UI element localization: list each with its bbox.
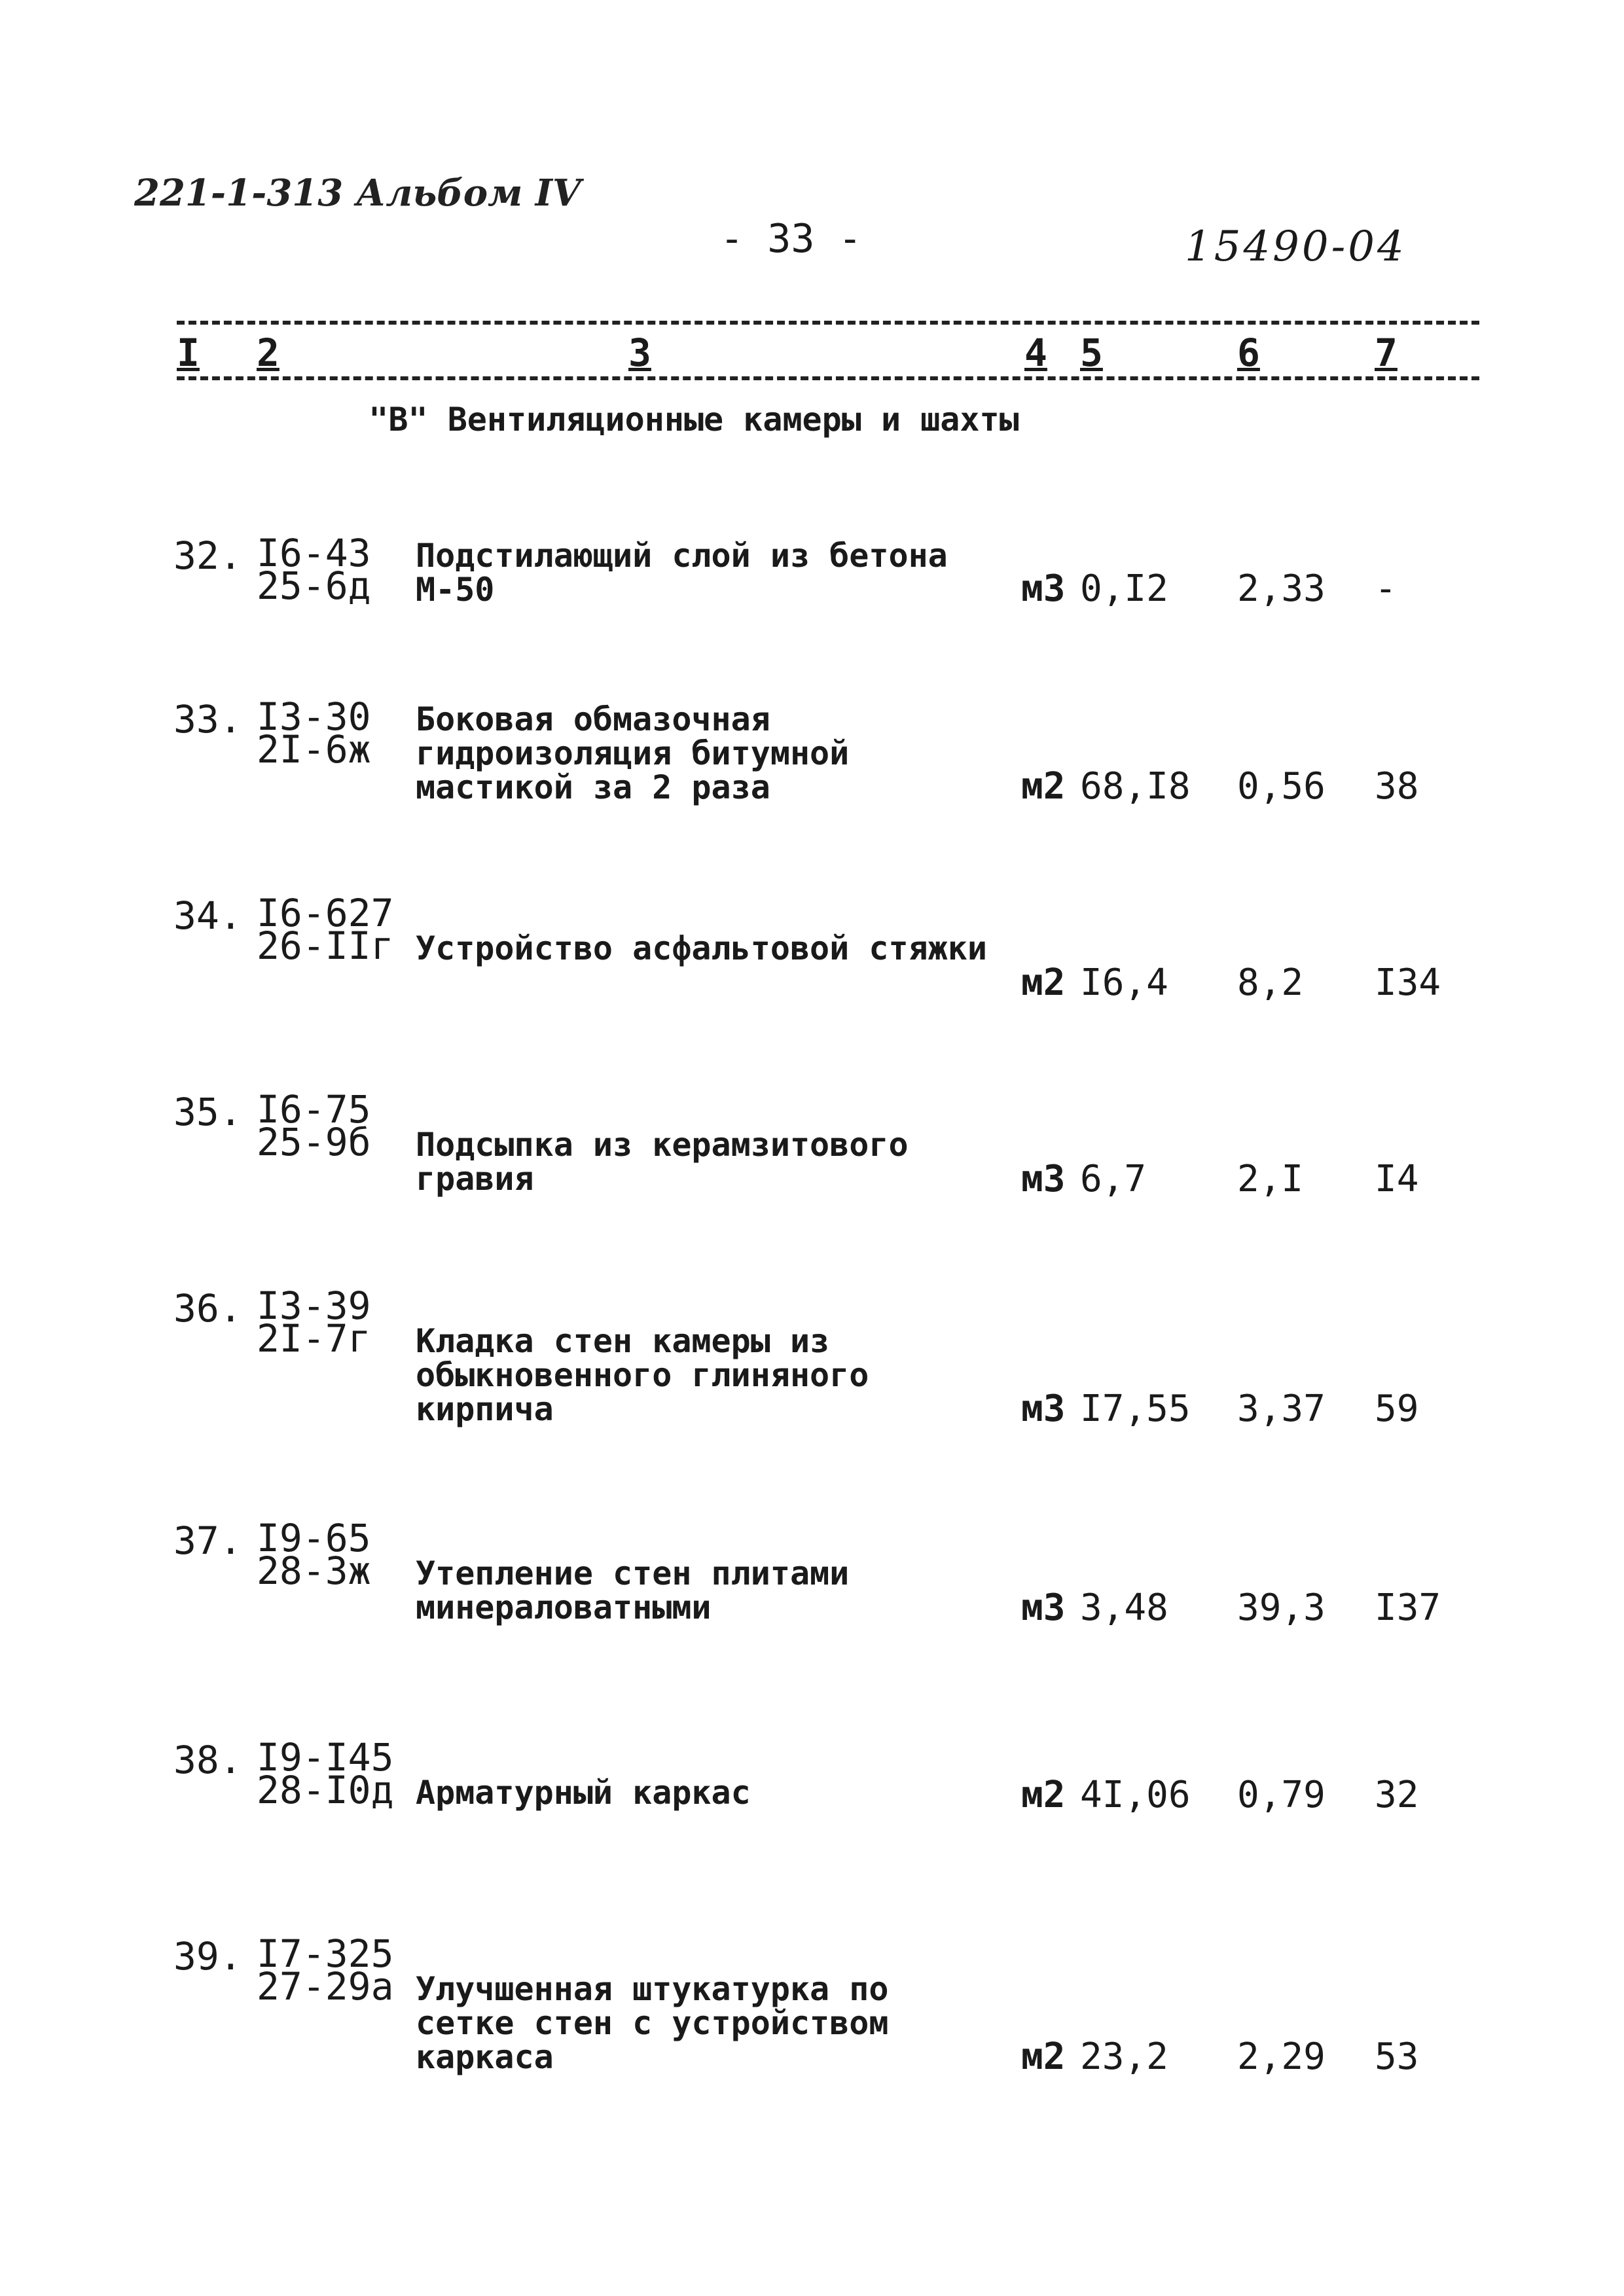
row-code-1: I6-43 [257,531,371,575]
row-code-2: 2I-6ж [257,727,371,772]
row-price: 2,33 [1237,567,1326,610]
row-index: 35. [173,1090,242,1134]
row-quantity: 68,I8 [1080,765,1191,808]
row-quantity: 0,I2 [1080,567,1168,610]
table-rule-bottom [177,376,1479,380]
row-unit: м3 [1021,1158,1066,1200]
section-title: "В" Вентиляционные камеры и шахты [369,401,1019,439]
row-description: Кладка стен камеры из обыкновенного глиняного кирпича [416,1322,869,1428]
row-price: 2,29 [1237,2036,1326,2078]
column-header-6: 6 [1237,331,1260,375]
row-index: 32. [173,533,242,578]
row-unit: м3 [1021,1587,1066,1629]
row-description: Устройство асфальтовой стяжки [416,929,987,967]
row-index: 38. [173,1738,242,1782]
row-total: 32 [1375,1774,1419,1816]
row-index: 37. [173,1518,242,1563]
row-total: I4 [1375,1158,1419,1200]
row-code-2: 2I-7г [257,1316,371,1361]
row-quantity: 3,48 [1080,1587,1168,1629]
column-header-1: I [177,331,200,375]
row-description: Утепление стен плитами минераловатными [416,1554,850,1626]
row-quantity: 6,7 [1080,1158,1147,1200]
row-price: 39,3 [1237,1587,1326,1629]
row-price: 2,I [1237,1158,1304,1200]
row-total: - [1375,567,1397,610]
row-unit: м3 [1021,567,1066,610]
row-unit: м3 [1021,1388,1066,1430]
row-code-1: I6-75 [257,1087,371,1132]
row-quantity: I7,55 [1080,1388,1191,1430]
row-description: Подсыпка из керамзитового гравия [416,1126,909,1198]
row-description: Подстилающий слой из бетона М-50 [416,537,948,609]
row-index: 36. [173,1286,242,1331]
row-index: 34. [173,893,242,938]
document-number: 15490-04 [1185,223,1407,271]
column-header-7: 7 [1375,331,1398,375]
page-number: - 33 - [720,216,862,262]
row-total: I37 [1375,1587,1441,1629]
row-code-1: I6-627 [257,891,394,935]
row-index: 33. [173,697,242,742]
row-code-1: I9-I45 [257,1735,394,1780]
row-unit: м2 [1021,765,1066,808]
row-price: 3,37 [1237,1388,1326,1430]
row-code-2: 26-IIг [257,924,394,968]
row-quantity: 4I,06 [1080,1774,1191,1816]
row-quantity: I6,4 [1080,961,1168,1004]
row-description: Боковая обмазочная гидроизоляция битумной мастикой за 2 раза [416,700,850,806]
row-quantity: 23,2 [1080,2036,1168,2078]
column-header-4: 4 [1024,331,1047,375]
row-description: Арматурный каркас [416,1774,751,1812]
row-code-1: I3-30 [257,694,371,739]
row-code-2: 25-6д [257,564,371,608]
row-code-1: I9-65 [257,1516,371,1560]
row-code-2: 27-29а [257,1964,394,2009]
row-total: I34 [1375,961,1441,1004]
row-total: 38 [1375,765,1419,808]
row-code-1: I3-39 [257,1283,371,1328]
row-price: 8,2 [1237,961,1304,1004]
table-rule-top [177,321,1479,325]
row-price: 0,56 [1237,765,1326,808]
row-code-2: 28-I0д [257,1768,394,1812]
row-index: 39. [173,1934,242,1979]
row-description: Улучшенная штукатурка по сетке стен с устройством каркаса [416,1970,889,2076]
column-header-2: 2 [257,331,280,375]
row-code-2: 25-9б [257,1120,371,1164]
row-unit: м2 [1021,1774,1066,1816]
row-total: 59 [1375,1388,1419,1430]
row-unit: м2 [1021,2036,1066,2078]
row-price: 0,79 [1237,1774,1326,1816]
row-code-2: 28-3ж [257,1549,371,1593]
column-header-3: 3 [628,331,651,375]
row-unit: м2 [1021,961,1066,1004]
album-code: 221-1-313 Альбом IV [134,171,581,215]
row-total: 53 [1375,2036,1419,2078]
column-header-5: 5 [1080,331,1103,375]
row-code-1: I7-325 [257,1931,394,1976]
